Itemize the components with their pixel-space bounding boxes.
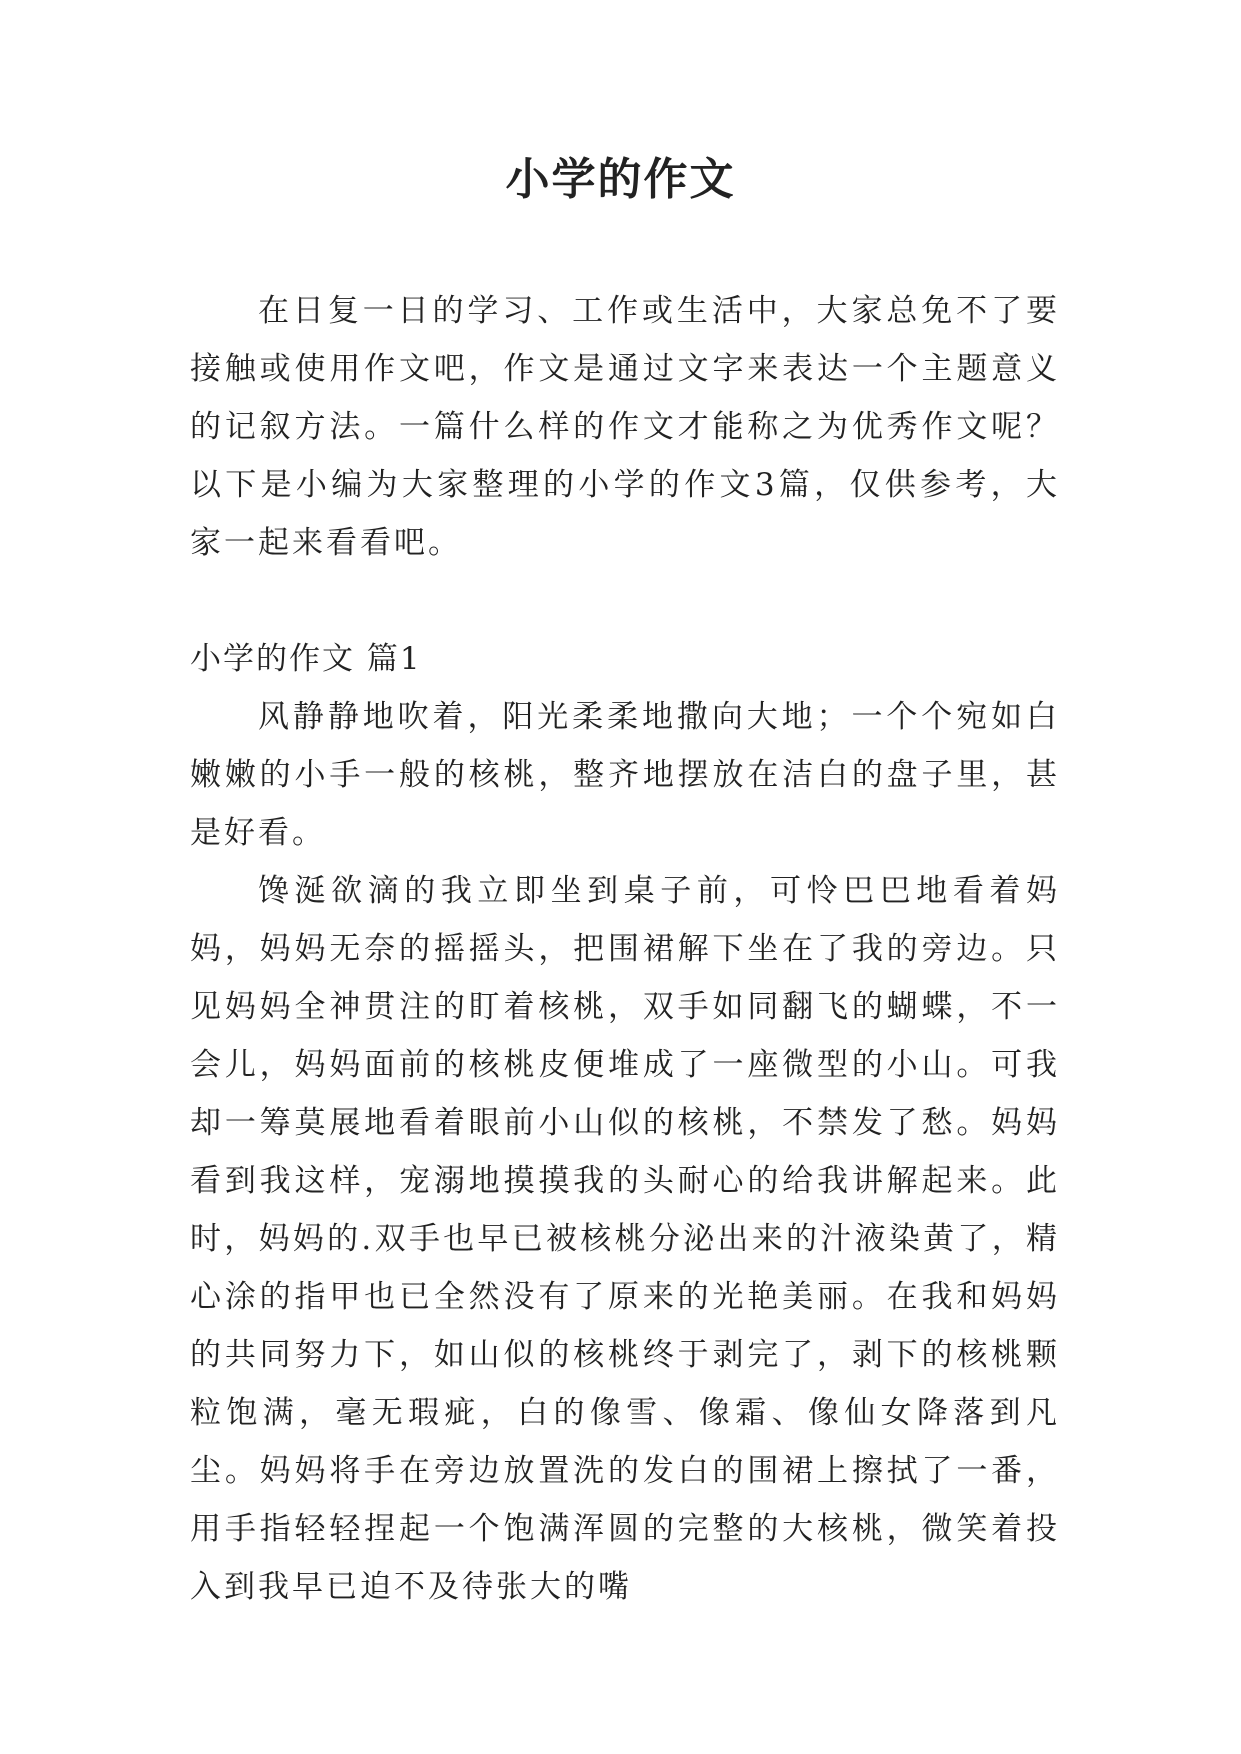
body-paragraph-2: 馋涎欲滴的我立即坐到桌子前，可怜巴巴地看着妈妈，妈妈无奈的摇摇头，把围裙解下坐在了我的旁边。只见妈妈全神贯注的盯着核桃，双手如同翻飞的蝴蝶，不一会儿，妈妈面前的核桃皮便堆成了一座微型的小山。可我却一筹莫展地看着眼前小山似的核桃，不禁发了愁。妈妈看到我这样，宠溺地摸摸我的头耐心的给我讲解起来。此时，妈妈的.双手也早已被核桃分泌出来的汁液染黄了，精心涂的指甲也已全然没有了原来的光艳美丽。在我和妈妈的共同努力下，如山似的核桃终于剥完了，剥下的核桃颗粒饱满，毫无瑕疵，白的像雪、像霜、像仙女降落到凡尘。妈妈将手在旁边放置洗的发白的围裙上擦拭了一番，用手指轻轻捏起一个饱满浑圆的完整的大核桃，微笑着投入到我早已迫不及待张大的嘴 [190,873,1060,1605]
body-paragraph-1: 风静静地吹着，阳光柔柔地撒向大地；一个个宛如白嫩嫩的小手一般的核桃，整齐地摆放在洁白的盘子里，甚是好看。 [190,699,1060,851]
section-heading: 小学的作文 篇1 [190,641,422,677]
document-body [190,282,1060,1616]
intro-paragraph: 在日复一日的学习、工作或生活中，大家总免不了要接触或使用作文吧，作文是通过文字来表达一个主题意义的记叙方法。一篇什么样的作文才能称之为优秀作文呢？以下是小编为大家整理的小学的作文3篇，仅供参考，大家一起来看看吧。 [190,293,1060,561]
document-title: 小学的作文 [505,154,736,205]
